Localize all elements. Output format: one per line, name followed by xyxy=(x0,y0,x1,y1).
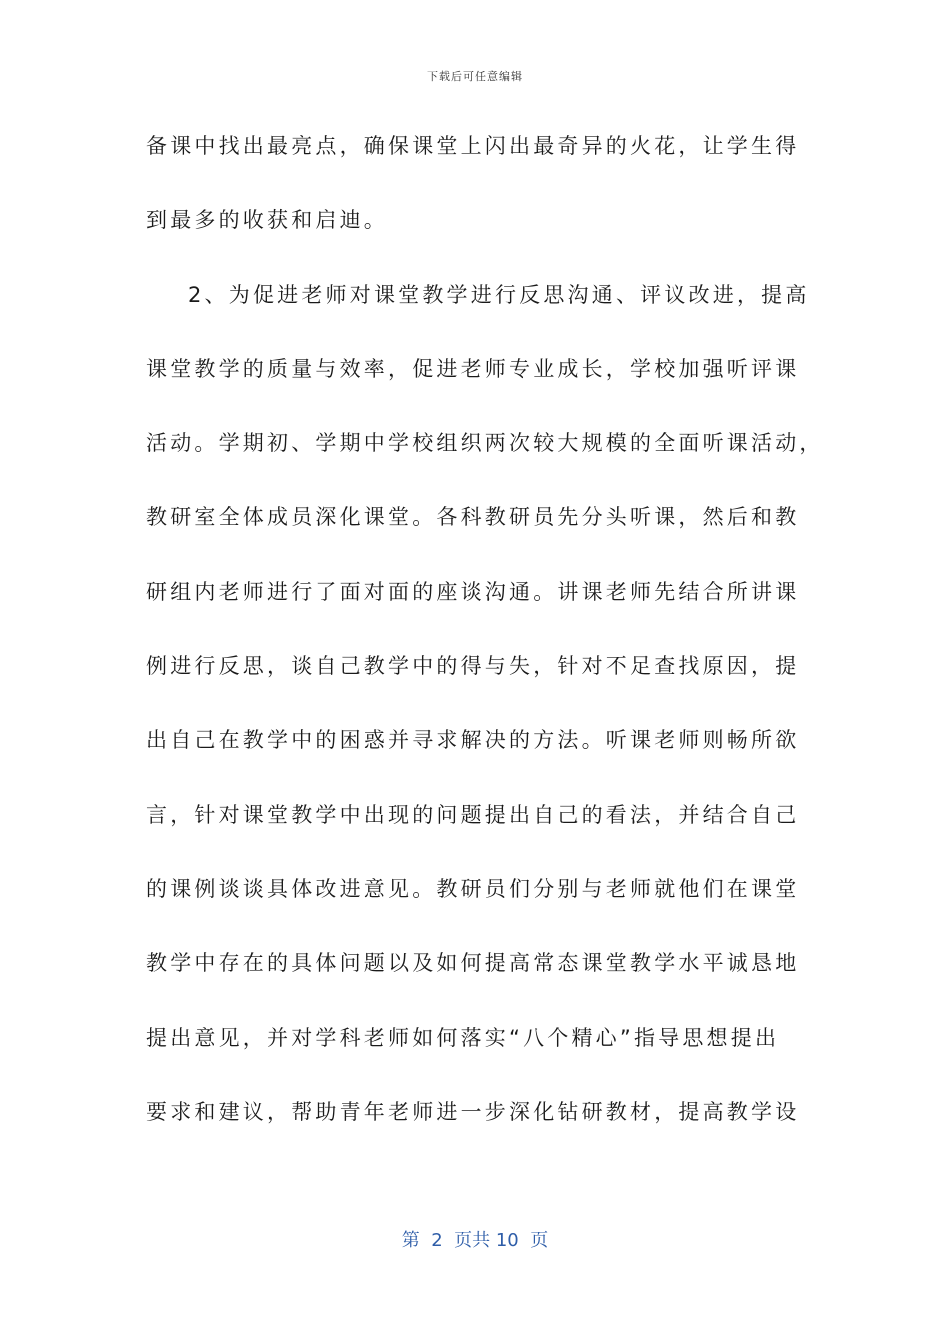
text-line: 教学中存在的具体问题以及如何提高常态课堂教学水平诚恳地 xyxy=(146,951,800,976)
page-number-footer: 第 2 页共 10 页 xyxy=(401,1230,549,1251)
text-line: 活动。学期初、学期中学校组织两次较大规模的全面听课活动， xyxy=(146,431,824,456)
text-line: 研组内老师进行了面对面的座谈沟通。讲课老师先结合所讲课 xyxy=(146,579,800,604)
page-header-note: 下载后可任意编辑 xyxy=(427,70,523,83)
text-line: 要求和建议，帮助青年老师进一步深化钻研教材，提高教学设 xyxy=(146,1099,800,1124)
text-line: 例进行反思，谈自己教学中的得与失，针对不足查找原因，提 xyxy=(146,654,800,679)
text-line: 课堂教学的质量与效率，促进老师专业成长，学校加强听评课 xyxy=(146,356,800,381)
text-line: 教研室全体成员深化课堂。各科教研员先分头听课，然后和教 xyxy=(146,505,800,530)
text-line: 2、为促进老师对课堂教学进行反思沟通、评议改进，提高 xyxy=(188,282,810,307)
text-line: 的课例谈谈具体改进意见。教研员们分别与老师就他们在课堂 xyxy=(146,876,800,901)
document-body xyxy=(146,120,824,1160)
text-line: 提出意见，并对学科老师如何落实“八个精心”指导思想提出 xyxy=(146,1025,780,1050)
text-line: 言，针对课堂教学中出现的问题提出自己的看法，并结合自己 xyxy=(146,802,800,827)
text-line: 出自己在教学中的困惑并寻求解决的方法。听课老师则畅所欲 xyxy=(146,728,800,753)
text-line: 备课中找出最亮点，确保课堂上闪出最奇异的火花，让学生得 xyxy=(146,134,800,158)
text-line: 到最多的收获和启迪。 xyxy=(146,208,388,233)
